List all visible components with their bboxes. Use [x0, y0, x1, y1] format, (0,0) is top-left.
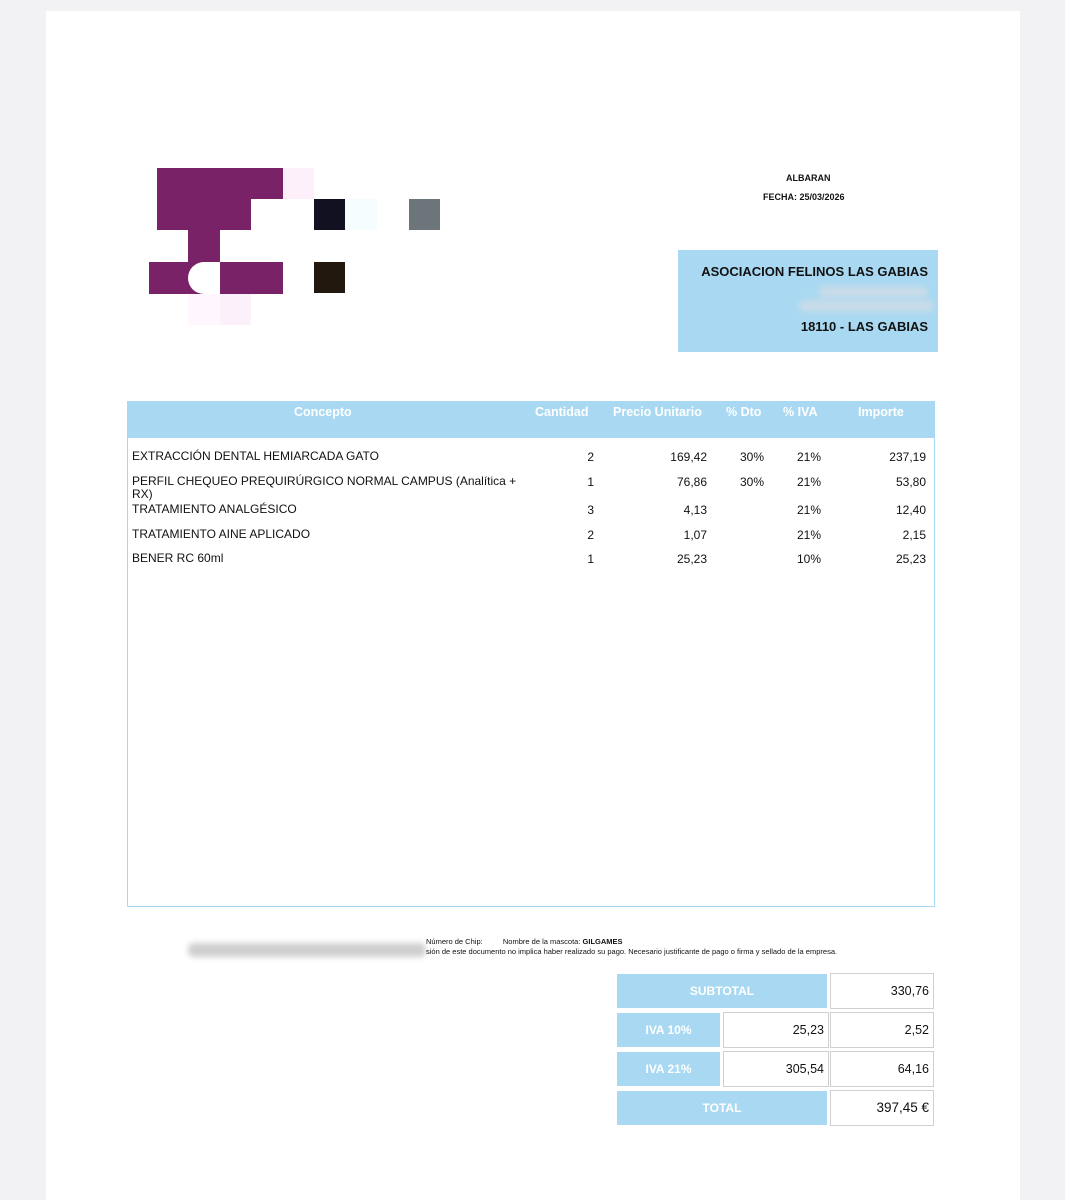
client-address-box: [678, 250, 938, 352]
iva21-label: IVA 21%: [615, 1050, 722, 1088]
row-quantity: 2: [587, 528, 594, 542]
row-quantity: 1: [587, 552, 594, 566]
redacted-note: [188, 943, 426, 957]
header-quantity: Cantidad: [535, 405, 589, 419]
header-discount: % Dto: [726, 405, 762, 419]
row-unit-price: 76,86: [676, 475, 707, 489]
header-amount: Importe: [858, 405, 904, 419]
row-discount: 30%: [739, 450, 764, 464]
redacted-address-line: [799, 300, 934, 312]
items-table: [127, 401, 935, 907]
row-amount: 2,15: [902, 528, 926, 542]
row-quantity: 2: [587, 450, 594, 464]
total-label: TOTAL: [615, 1089, 829, 1127]
row-concept: EXTRACCIÓN DENTAL HEMIARCADA GATO: [132, 449, 379, 463]
row-quantity: 1: [587, 475, 594, 489]
row-vat: 21%: [796, 475, 821, 489]
header-concept: Concepto: [294, 405, 352, 419]
row-quantity: 3: [587, 503, 594, 517]
subtotal-value: 330,76: [830, 973, 934, 1009]
pet-info-line: [426, 937, 623, 946]
row-vat: 21%: [796, 503, 821, 517]
iva21-base: 305,54: [723, 1051, 829, 1087]
client-city: 18110 - LAS GABIAS: [800, 319, 928, 334]
row-unit-price: 169,42: [670, 450, 707, 464]
row-amount: 53,80: [895, 475, 926, 489]
row-vat: 21%: [796, 450, 821, 464]
row-amount: 12,40: [895, 503, 926, 517]
header-unit-price: Precio Unitario: [613, 405, 702, 419]
row-concept: BENER RC 60ml: [132, 551, 224, 565]
row-concept: TRATAMIENTO AINE APLICADO: [132, 527, 311, 541]
chip-label: Número de Chip:: [426, 937, 483, 946]
total-value: 397,45 €: [830, 1090, 934, 1126]
row-amount: 25,23: [895, 552, 926, 566]
row-unit-price: 25,23: [676, 552, 707, 566]
row-unit-price: 4,13: [683, 503, 707, 517]
iva21-value: 64,16: [830, 1051, 934, 1087]
row-vat: 10%: [796, 552, 821, 566]
row-concept: PERFIL CHEQUEO PREQUIRÚRGICO NORMAL CAMPUS (Analítica + RX): [132, 474, 517, 501]
iva10-value: 2,52: [830, 1012, 934, 1048]
iva10-base: 25,23: [723, 1012, 829, 1048]
row-unit-price: 1,07: [683, 528, 707, 542]
iva10-label: IVA 10%: [615, 1011, 722, 1049]
row-concept: TRATAMIENTO ANALGÉSICO: [132, 502, 297, 516]
row-amount: 237,19: [889, 450, 926, 464]
row-discount: 30%: [739, 475, 764, 489]
pet-name: GILGAMES: [582, 937, 623, 946]
document-page: [46, 11, 1020, 1200]
disclaimer-text: sión de este documento no implica haber realizado su pago. Necesario justificante de pago o firma y sellado de la empresa.: [426, 947, 838, 956]
items-table-header: [128, 402, 934, 438]
row-vat: 21%: [796, 528, 821, 542]
client-name: ASOCIACION FELINOS LAS GABIAS: [701, 264, 928, 279]
redacted-address-line: [818, 286, 928, 298]
pet-label: Nombre de la mascota:: [502, 937, 581, 946]
subtotal-label: SUBTOTAL: [615, 972, 829, 1010]
document-type: ALBARAN: [786, 173, 831, 183]
document-date: FECHA: 25/03/2026: [763, 192, 845, 202]
header-vat: % IVA: [783, 405, 818, 419]
